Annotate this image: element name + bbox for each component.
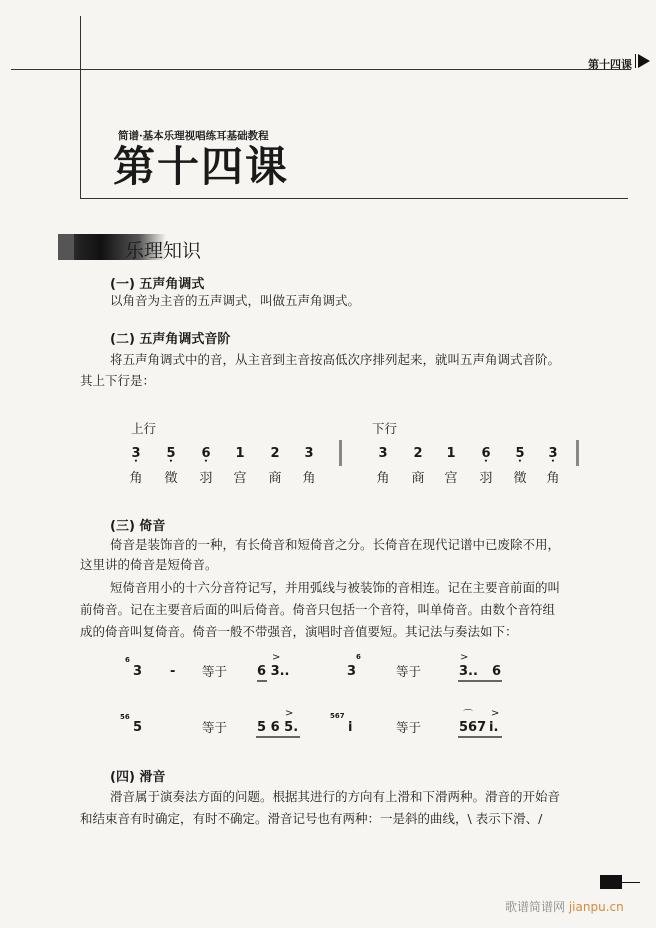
underline [257,680,267,682]
title-bottom-rule [80,198,628,199]
grace-note: 6 [125,656,130,664]
section-title: 乐理知识 [125,240,202,262]
watermark-en: jianpu.cn [568,900,624,914]
equals-label: 等于 [202,664,228,679]
syllable: 商 [268,471,282,486]
syllable: 羽 [199,471,213,486]
triangle-arrow-icon [638,54,650,68]
note: 6 • [199,446,213,461]
note: 2 [413,446,423,461]
note: 5 • [513,446,527,461]
topic-3-text-4: 前倚音。记在主要音后面的叫后倚音。倚音只包括一个音符，叫单倚音。由数个音符组 [80,602,556,617]
result-notes: 3.. [459,664,478,679]
syllable: 徵 [513,471,527,486]
page-marker-line [622,882,640,883]
grace-note: 567 [330,712,345,720]
note: 3 [378,446,388,461]
result-notes: 6 3.. [257,664,290,679]
accent-icon: > [491,708,500,719]
grace-note: 56 [120,713,130,721]
grace-note: 6 [356,653,361,661]
accent-icon: > [460,652,469,663]
header-rule [11,69,631,70]
series-title: 简谱·基本乐理视唱练耳基础教程 [118,130,269,142]
main-note: 3 [133,664,143,679]
syllable: 徵 [164,471,178,486]
topic-1-text: 以角音为主音的五声调式，叫做五声角调式。 [110,293,361,308]
descending-label: 下行 [372,421,398,436]
running-title: 第十四课 [588,58,632,71]
note: 3 [304,446,314,461]
topic-3-text-3: 短倚音用小的十六分音符记写，并用弧线与被装饰的音相连。记在主要音前面的叫 [110,580,561,595]
topic-2-text-2: 其上下行是： [80,373,156,388]
syllable: 角 [129,471,143,486]
frame-vertical-line [80,16,81,198]
note: 2 [270,446,280,461]
syllable: 宫 [233,471,247,486]
topic-3-heading: (三) 倚音 [110,519,166,534]
syllable: 宫 [444,471,458,486]
topic-3-text-5: 成的倚音叫复倚音。倚音一般不带强音，演唱时音值要短。其记法与奏法如下： [80,624,518,639]
result-notes: 6 [492,664,502,679]
watermark [505,898,624,915]
topic-2-text-1: 将五声角调式中的音，从主音到主音按高低次序排列起来，就叫五声角调式音阶。 [110,352,561,367]
accent-icon: > [272,652,281,663]
note: 1 [446,446,456,461]
watermark-cn: 歌谱简谱网 [505,900,566,914]
note: 6 • [479,446,493,461]
result-notes: 5 6 5. [257,720,299,735]
syllable: 角 [376,471,390,486]
dash: - [170,664,176,679]
main-note: 5 [133,720,143,735]
page-marker [600,875,622,889]
double-barline [339,440,342,466]
topic-2-heading: (二) 五声角调式音阶 [110,332,231,347]
note: 3 • [129,446,143,461]
banner-square-icon [58,234,74,260]
result-notes: i. [489,720,499,735]
equals-label: 等于 [202,720,228,735]
lesson-title: 第十四课 [113,142,290,191]
syllable: 羽 [479,471,493,486]
note: 1 [235,446,245,461]
syllable: 角 [302,471,316,486]
main-note: 3 [347,664,357,679]
result-notes: 567 [459,720,487,735]
topic-3-text-2: 这里讲的倚音是短倚音。 [80,557,218,572]
topic-4-text-2: 和结束音有时确定，有时不确定。滑音记号也有两种：一是斜的曲线，\ 表示下滑、/ [80,811,543,826]
syllable: 商 [411,471,425,486]
equals-label: 等于 [396,720,422,735]
underline [256,736,300,738]
topic-4-text-1: 滑音属于演奏法方面的问题。根据其进行的方向有上滑和下滑两种。滑音的开始音 [110,789,561,804]
topic-1-heading: (一) 五声角调式 [110,277,205,292]
running-divider [635,54,636,68]
topic-3-text-1: 倚音是装饰音的一种，有长倚音和短倚音之分。长倚音在现代记谱中已废除不用， [110,537,561,552]
syllable: 角 [546,471,560,486]
topic-4-heading: (四) 滑音 [110,770,166,785]
double-barline-end [576,440,579,466]
main-note: i [348,720,353,735]
accent-icon: > [285,708,294,719]
equals-label: 等于 [396,664,422,679]
underline [458,680,502,682]
ascending-label: 上行 [131,421,157,436]
note: 3 • [546,446,560,461]
slur-icon: ⌒ [463,710,473,721]
note: 5 • [164,446,178,461]
underline [458,736,502,738]
